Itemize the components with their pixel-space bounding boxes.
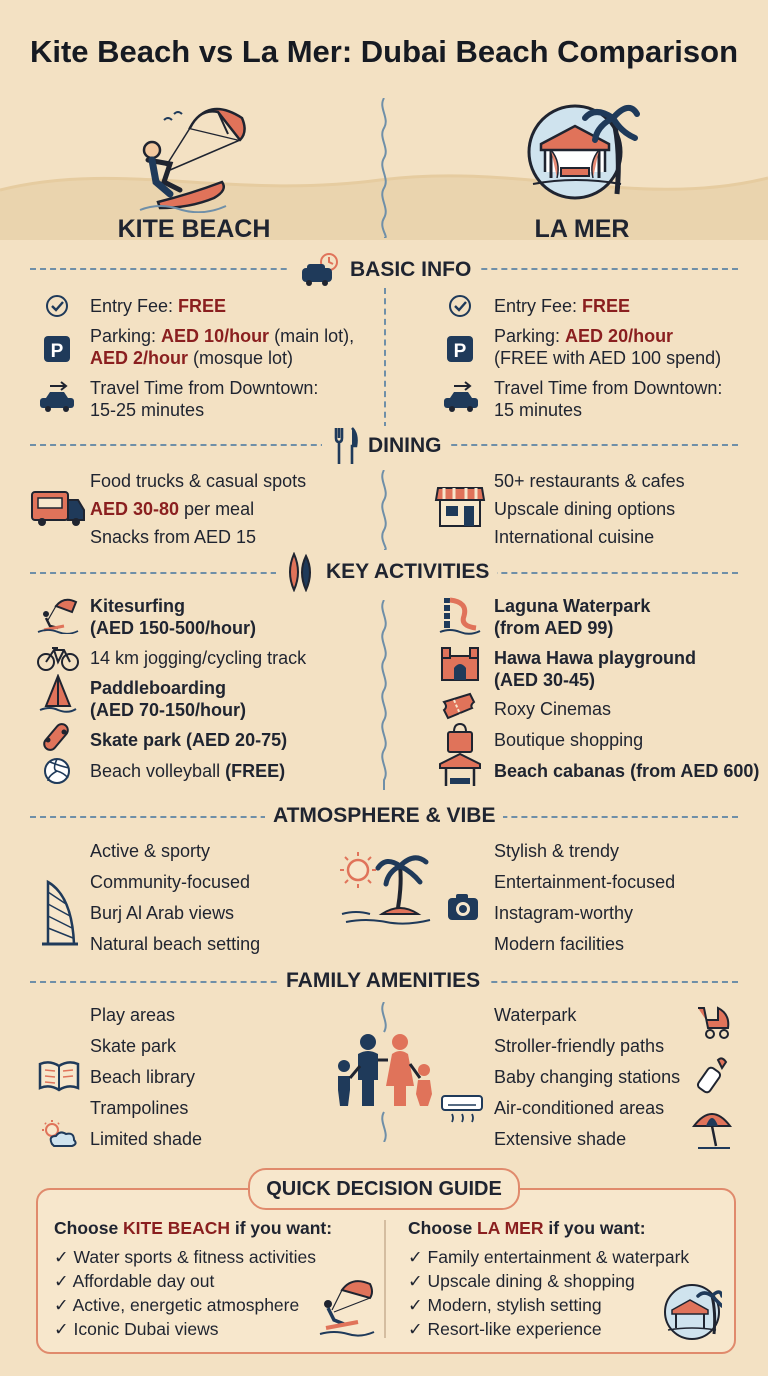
beach-volleyball: Beach volleyball (FREE): [90, 761, 286, 781]
kite-travel-line2: 15-25 minutes: [90, 400, 205, 420]
divider-basic-vertical: [384, 288, 386, 428]
air-conditioner-icon: [440, 1092, 484, 1126]
kitesurfer-small-icon: [318, 1276, 376, 1340]
svg-text:P: P: [453, 341, 467, 362]
kite-entry-fee: Entry Fee: FREE: [90, 296, 227, 316]
roxy-cinemas: Roxy Cinemas: [494, 699, 612, 719]
guide-right-heading: Choose LA MER if you want:: [408, 1218, 646, 1238]
baby-bottle-icon: [694, 1054, 732, 1096]
kitesurfing-line2: (AED 150-500/hour): [90, 618, 257, 638]
family-icon: [330, 1030, 440, 1110]
center-wave-divider: [376, 470, 392, 550]
lamer-dining-2: Upscale dining options: [494, 499, 676, 519]
guide-left-item: ✓ Affordable day out: [54, 1271, 215, 1291]
restaurant-storefront-icon: [434, 484, 486, 530]
camera-icon: [446, 892, 480, 922]
cabana-emblem-icon: [525, 98, 640, 203]
family-right-1: Waterpark: [494, 1005, 577, 1025]
section-title-key-activities: KEY ACTIVITIES: [276, 552, 497, 592]
kite-dining-3: Snacks from AED 15: [90, 527, 257, 547]
cinema-ticket-icon: [440, 692, 480, 720]
cabana-small-icon: [662, 1282, 722, 1342]
car-icon: [36, 378, 78, 414]
shopping-bag-icon: [444, 722, 476, 754]
guide-vertical-divider: [384, 1220, 386, 1338]
jogging-track: 14 km jogging/cycling track: [90, 648, 307, 668]
family-right-5: Extensive shade: [494, 1129, 627, 1149]
family-right-2: Stroller-friendly paths: [494, 1036, 665, 1056]
section-title-family-amenities: FAMILY AMENITIES: [278, 969, 488, 993]
guide-right-item: ✓ Upscale dining & shopping: [408, 1271, 635, 1291]
parking-icon: [445, 334, 475, 364]
family-right-4: Air-conditioned areas: [494, 1098, 665, 1118]
beach-cabanas: Beach cabanas (from AED 600): [494, 761, 760, 781]
lamer-parking-line2: (FREE with AED 100 spend): [494, 348, 722, 368]
guide-left-item: ✓ Water sports & fitness activities: [54, 1247, 317, 1267]
guide-right-item: ✓ Resort-like experience: [408, 1319, 602, 1339]
lamer-entry-fee: Entry Fee: FREE: [494, 296, 631, 316]
kite-dining-1: Food trucks & casual spots: [90, 471, 307, 491]
parking-icon: [42, 334, 72, 364]
atmosphere-left-1: Active & sporty: [90, 841, 211, 861]
lamer-parking-line1: Parking: AED 20/hour: [494, 326, 674, 346]
volleyball-icon: [42, 756, 72, 786]
atmosphere-left-4: Natural beach setting: [90, 934, 261, 954]
family-left-5: Limited shade: [90, 1129, 203, 1149]
column-title-kite-beach: KITE BEACH: [117, 215, 271, 243]
food-truck-icon: [30, 488, 86, 528]
kite-travel-line1: Travel Time from Downtown:: [90, 378, 319, 398]
guide-right-item: ✓ Family entertainment & waterpark: [408, 1247, 690, 1267]
kite-dining-2: AED 30-80 per meal: [90, 499, 255, 519]
atmosphere-right-2: Entertainment-focused: [494, 872, 676, 892]
column-title-la-mer: LA MER: [534, 215, 630, 243]
stroller-icon: [692, 1000, 734, 1042]
atmosphere-right-4: Modern facilities: [494, 934, 625, 954]
lamer-travel-line2: 15 minutes: [494, 400, 583, 420]
atmosphere-right-1: Stylish & trendy: [494, 841, 620, 861]
fork-knife-icon: [330, 426, 360, 466]
guide-left-item: ✓ Iconic Dubai views: [54, 1319, 219, 1339]
palm-island-sun-icon: [336, 848, 436, 928]
decision-guide-title: QUICK DECISION GUIDE: [248, 1168, 520, 1210]
lamer-travel-line1: Travel Time from Downtown:: [494, 378, 723, 398]
car-icon: [440, 378, 482, 414]
book-icon: [38, 1060, 80, 1092]
hawa-line2: (AED 30-45): [494, 670, 596, 690]
sun-cloud-icon: [38, 1118, 80, 1148]
beach-umbrella-icon: [690, 1106, 734, 1150]
atmosphere-left-3: Burj Al Arab views: [90, 903, 235, 923]
family-left-3: Beach library: [90, 1067, 196, 1087]
kitesurfing-icon: [36, 596, 80, 634]
bicycle-icon: [36, 644, 80, 672]
kitesurfing-line1: Kitesurfing: [90, 596, 186, 616]
paddleboarding-line1: Paddleboarding: [90, 678, 227, 698]
check-circle-icon: [447, 293, 473, 319]
bouncy-castle-icon: [438, 644, 482, 684]
kite-parking-line1: Parking: AED 10/hour (main lot),: [90, 326, 355, 346]
family-left-2: Skate park: [90, 1036, 177, 1056]
boutique-shopping: Boutique shopping: [494, 730, 644, 750]
waterslide-icon: [438, 594, 482, 636]
paddleboarding-line2: (AED 70-150/hour): [90, 700, 247, 720]
guide-left-heading: Choose KITE BEACH if you want:: [54, 1218, 333, 1238]
section-title-basic-info: BASIC INFO: [290, 252, 479, 288]
surfboards-icon: [284, 552, 318, 592]
car-clock-icon: [298, 252, 342, 288]
center-wave-divider: [376, 98, 392, 238]
kitesurfer-icon: [130, 98, 260, 213]
check-circle-icon: [44, 293, 70, 319]
section-title-atmosphere: ATMOSPHERE & VIBE: [265, 804, 503, 828]
skateboard-icon: [40, 720, 74, 754]
kite-parking-line2: AED 2/hour (mosque lot): [90, 348, 294, 368]
lamer-dining-1: 50+ restaurants & cafes: [494, 471, 685, 491]
atmosphere-left-2: Community-focused: [90, 872, 251, 892]
section-title-dining: DINING: [322, 426, 450, 466]
hawa-line1: Hawa Hawa playground: [494, 648, 697, 668]
skate-park: Skate park (AED 20-75): [90, 730, 288, 750]
burj-al-arab-icon: [38, 876, 82, 948]
family-left-1: Play areas: [90, 1005, 176, 1025]
family-left-4: Trampolines: [90, 1098, 189, 1118]
center-wave-divider: [376, 600, 392, 790]
paddleboard-icon: [38, 674, 78, 716]
beach-cabana-icon: [438, 752, 482, 790]
page-title: Kite Beach vs La Mer: Dubai Beach Comparison: [29, 34, 739, 69]
atmosphere-right-3: Instagram-worthy: [494, 903, 634, 923]
family-right-3: Baby changing stations: [494, 1067, 681, 1087]
laguna-line1: Laguna Waterpark: [494, 596, 651, 616]
guide-right-item: ✓ Modern, stylish setting: [408, 1295, 602, 1315]
laguna-line2: (from AED 99): [494, 618, 614, 638]
guide-left-item: ✓ Active, energetic atmosphere: [54, 1295, 300, 1315]
svg-text:P: P: [50, 341, 64, 362]
lamer-dining-3: International cuisine: [494, 527, 655, 547]
